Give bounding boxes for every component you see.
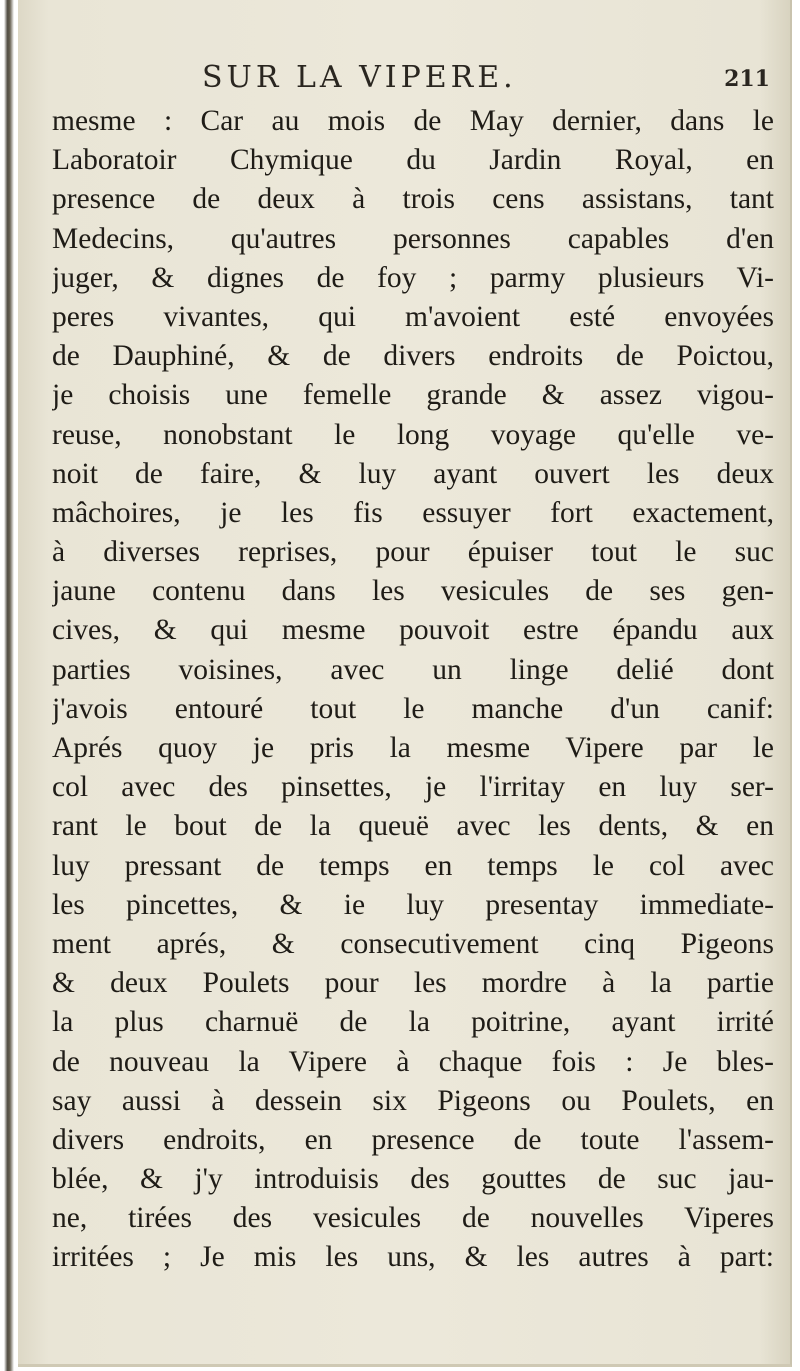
text-line: divers endroits, en presence de toute l'assem- — [52, 1123, 774, 1156]
text-line: col avec des pinsettes, je l'irritay en luy ser- — [52, 771, 774, 804]
text-line: rant le bout de la queuë avec les dents, & en — [52, 810, 774, 843]
book-spine-shadow — [4, 0, 14, 1371]
text-line: Aprés quoy je pris la mesme Vipere par le — [52, 732, 774, 764]
text-line: mesme : Car au mois de May dernier, dans le — [52, 105, 774, 137]
text-line: Medecins, qu'autres personnes capables d'en — [52, 222, 774, 255]
text-line: de Dauphiné, & de divers endroits de Poictou, — [52, 340, 774, 373]
text-line: ment aprés, & consecutivement cinq Pigeons — [52, 927, 774, 960]
text-line: noit de faire, & luy ayant ouvert les deux — [52, 457, 774, 490]
text-line: mâchoires, je les fis essuyer fort exactement, — [52, 496, 774, 529]
text-line: presence de deux à trois cens assistans, tant — [52, 183, 774, 216]
text-line: & deux Poulets pour les mordre à la partie — [52, 967, 774, 1000]
text-line: les pincettes, & ie luy presentay immediate- — [52, 888, 774, 921]
text-line: jaune contenu dans les vesicules de ses gen- — [52, 575, 774, 608]
running-title: SUR LA VIPERE. — [202, 60, 517, 95]
text-line: à diverses reprises, pour épuiser tout le suc — [52, 536, 774, 569]
text-line: juger, & dignes de foy ; parmy plusieurs Vi- — [52, 261, 774, 294]
text-line: je choisis une femelle grande & assez vigou- — [52, 379, 774, 412]
text-line: ne, tirées des vesicules de nouvelles Viperes — [52, 1202, 774, 1235]
body-text — [52, 102, 774, 1278]
text-line: blée, & j'y introduisis des gouttes de suc jau- — [52, 1163, 774, 1196]
text-line: luy pressant de temps en temps le col avec — [52, 849, 774, 882]
text-line: Laboratoir Chymique du Jardin Royal, en — [52, 144, 774, 177]
text-line: parties voisines, avec un linge delié dont — [52, 653, 774, 686]
running-head — [18, 60, 790, 100]
text-line: j'avois entouré tout le manche d'un canif: — [52, 692, 774, 725]
text-line: peres vivantes, qui m'avoient esté envoyées — [52, 300, 774, 333]
page-number: 211 — [724, 66, 770, 92]
text-line: reuse, nonobstant le long voyage qu'elle ve- — [52, 418, 774, 451]
book-page — [18, 0, 792, 1367]
text-line: cives, & qui mesme pouvoit estre épandu aux — [52, 614, 774, 647]
text-line: irritées ; Je mis les uns, & les autres à part: — [52, 1241, 774, 1274]
text-line: de nouveau la Vipere à chaque fois : Je bles- — [52, 1045, 774, 1078]
text-line: say aussi à dessein six Pigeons ou Poulets, en — [52, 1084, 774, 1117]
text-line: la plus charnuë de la poitrine, ayant irrité — [52, 1006, 774, 1039]
